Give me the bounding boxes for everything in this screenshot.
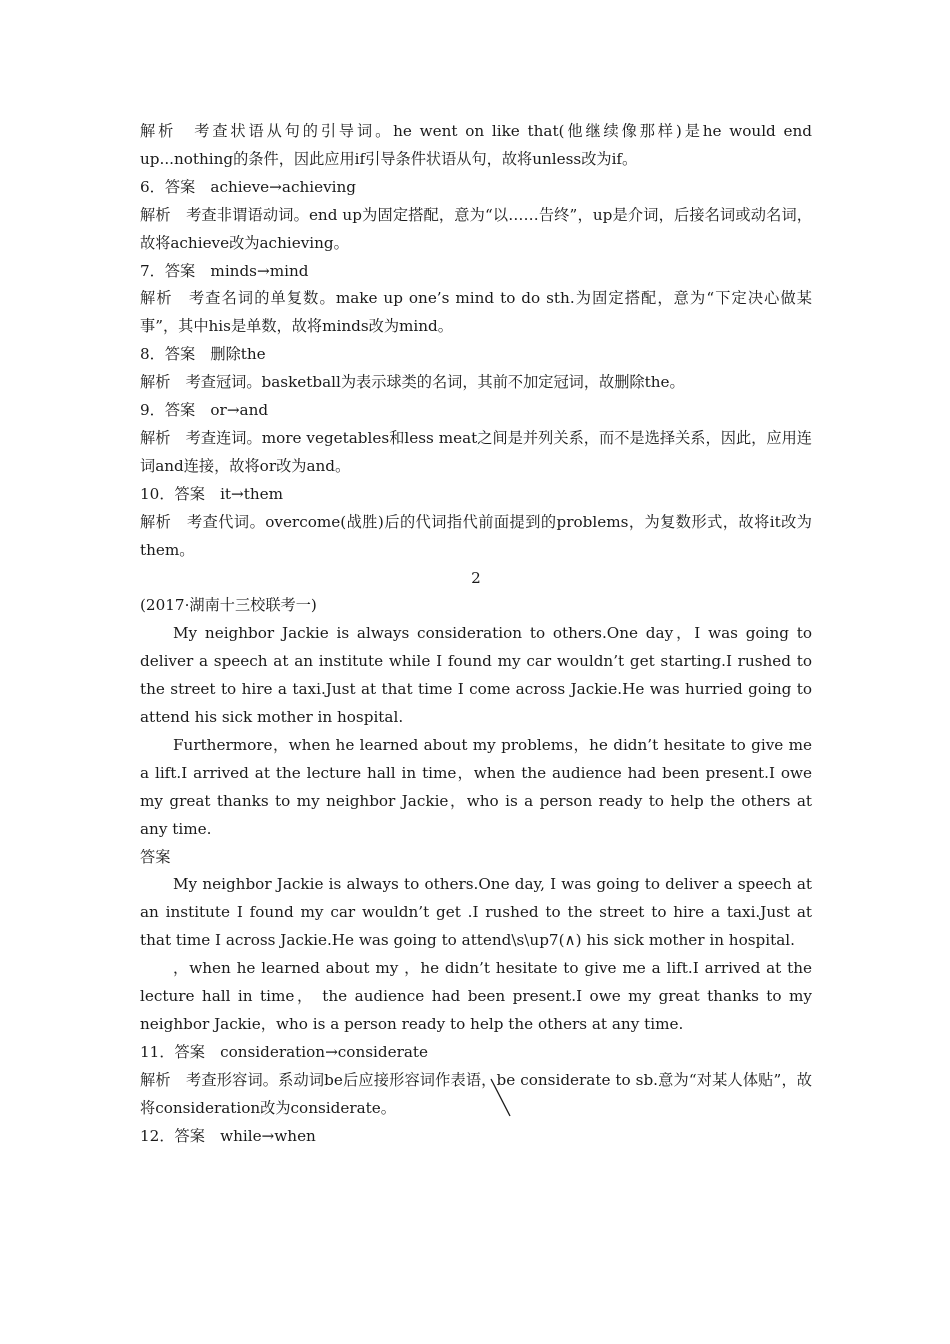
answer-9: 9．答案 or→and [140,401,269,420]
analysis-11: 解析 考查形容词。系动词be后应接形容词作表语，be considerate to sb.意为“对某人体贴”，故将consideration改为considerate。 [140,1070,812,1117]
answer-12: 12．答案 while→when [140,1126,316,1145]
analysis-6: 解析 考查非谓语动词。end up为固定搭配，意为“以……告终”，up是介词，后接名词或动名词，故将achieve改为achieving。 [140,205,812,252]
answer-11: 11．答案 consideration→considerate [140,1042,428,1061]
analysis-9: 解析 考查连词。more vegetables和less meat之间是并列关系，而不是选择关系，因此，应用连词and连接，故将or改为and。 [140,428,812,475]
answer-6: 6．答案 achieve→achieving [140,177,357,196]
analysis-10: 解析 考查代词。overcome(战胜)后的代词指代前面提到的problems，为复数形式，故将it改为them。 [140,512,812,559]
analysis-5: 解析 考查状语从句的引导词。he went on like that(他继续像那样)是he would end up...nothing的条件，因此应用if引导条件状语从句，故将unless改为if。 [140,122,812,168]
passage-paragraph-2: Furthermore，when he learned about my problems，he didn’t hesitate to give me a lift.I arrived at the lecture hall in time，when the audience had been present.I owe my great thanks to my neighbor Jackie，who is a person ready to help the others at any time. [140,735,812,838]
answer-7: 7．答案 minds→mind [140,261,309,280]
answer-paragraph-2: ，when he learned about my ，he didn’t hesitate to give me a lift.I arrived at the lecture hall in time， the audience had been present.I owe my great thanks to my neighbor Jackie，who is a person ready to help the others at any time. [140,959,812,1033]
answer-paragraph-1: My neighbor Jackie is always to others.One day, I was going to deliver a speech at an institute I found my car wouldn’t get .I rushed to the street to hire a taxi.Just at that time I across Jackie.He was going to attend\s\up7(∧) his sick mother in hospital. [140,875,812,950]
answer-heading: 答案 [140,847,171,866]
answer-10: 10．答案 it→them [140,484,284,503]
passage-paragraph-1: My neighbor Jackie is always consideration to others.One day，I was going to deliver a speech at an institute while I found my car wouldn’t get starting.I rushed to the street to hire a taxi.Just at that time I come across Jackie.He was hurried going to attend his sick mother in hospital. [140,624,812,727]
analysis-8: 解析 考查冠词。basketball为表示球类的名词，其前不加定冠词，故删除the。 [140,373,685,392]
section-number: 2 [471,568,481,587]
answer-8: 8．答案 删除the [140,345,266,364]
passage-source: (2017·湖南十三校联考一) [140,596,317,615]
analysis-7: 解析 考查名词的单复数。make up one’s mind to do sth.为固定搭配，意为“下定决心做某事”，其中his是单数，故将minds改为mind。 [140,289,812,336]
